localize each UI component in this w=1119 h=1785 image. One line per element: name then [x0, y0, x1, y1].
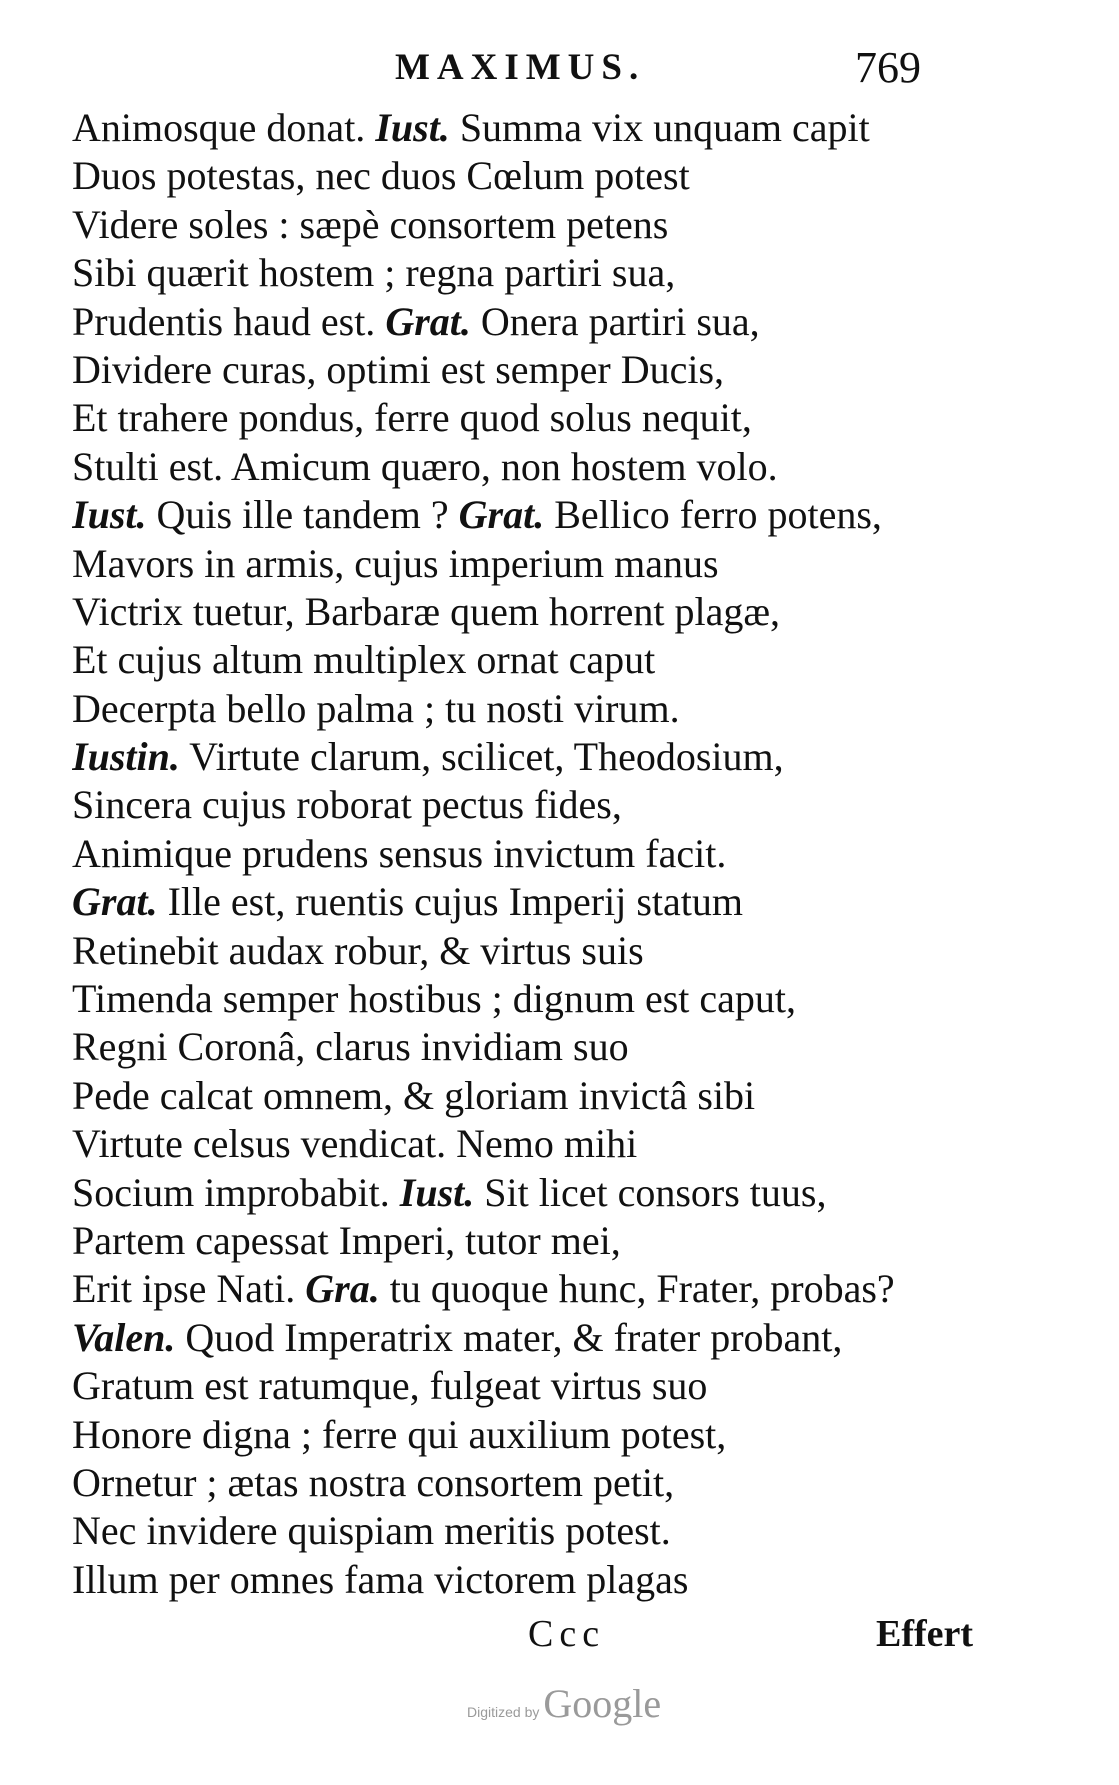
verse-segment: Nec invidere quispiam meritis potest.: [72, 1508, 671, 1554]
verse-line: [72, 975, 1012, 1023]
digitized-prefix: Digitized by: [467, 1704, 540, 1720]
verse-segment: Pede calcat omnem, & gloriam invictâ sibi: [72, 1072, 756, 1118]
verse-line: [72, 636, 1012, 684]
verse-line: [72, 830, 1012, 878]
speaker-label: Iustin.: [72, 734, 180, 780]
verse-line: [72, 1459, 1012, 1507]
verse-line: [72, 491, 1012, 539]
verse-segment: Ille est, ruentis cujus Imperij statum: [157, 879, 744, 925]
signature-mark: Ccc: [528, 1613, 606, 1655]
verse-line: [72, 346, 1012, 394]
verse-segment: Onera partiri sua,: [470, 298, 760, 344]
catchword: Effert: [876, 1613, 974, 1655]
speaker-label: Grat.: [72, 879, 158, 925]
verse-segment: Summa vix unquam capit: [449, 105, 870, 150]
verse-segment: Victrix tuetur, Barbaræ quem horrent plagæ,: [72, 588, 781, 634]
verse-segment: Timenda semper hostibus ; dignum est caput,: [72, 976, 797, 1022]
page-number: 769: [855, 43, 921, 92]
verse-segment: Animosque donat.: [72, 105, 376, 150]
verse-line: [72, 1314, 1012, 1362]
verse-line: [72, 878, 1012, 926]
verse-line: [72, 201, 1012, 249]
verse-line: [72, 927, 1012, 975]
verse-line: [72, 1362, 1012, 1410]
verse-segment: Virtute celsus vendicat. Nemo mihi: [72, 1121, 638, 1167]
verse-line: [72, 1072, 1012, 1120]
verse-line: [72, 1169, 1012, 1217]
verse-segment: Socium improbabit.: [72, 1169, 400, 1215]
verse-segment: Videre soles : sæpè consortem petens: [72, 201, 669, 247]
verse-line: [72, 443, 1012, 491]
verse-line: [72, 685, 1012, 733]
speaker-label: Grat.: [458, 492, 545, 538]
speaker-label: Iust.: [72, 492, 147, 538]
verse-segment: Dividere curas, optimi est semper Ducis,: [72, 346, 725, 392]
verse-line: [72, 394, 1012, 442]
verse-line: [72, 1120, 1012, 1168]
speaker-label: Gra.: [305, 1266, 380, 1312]
verse-segment: Erit ipse Nati.: [72, 1266, 306, 1312]
verse-line: [72, 540, 1012, 588]
verse-segment: Animique prudens sensus invictum facit.: [72, 830, 727, 876]
verse-segment: Sincera cujus roborat pectus fides,: [72, 782, 622, 828]
verse-segment: Et cujus altum multiplex ornat caput: [72, 637, 656, 683]
verse-line: [72, 1507, 1012, 1555]
digitized-watermark: [467, 1680, 661, 1727]
verse-segment: Mavors in armis, cujus imperium manus: [72, 540, 719, 586]
verse-segment: Prudentis haud est.: [72, 298, 386, 344]
verse-segment: Quod Imperatrix mater, & frater probant,: [175, 1314, 843, 1360]
verse-line: [72, 588, 1012, 636]
verse-segment: Bellico ferro potens,: [544, 492, 882, 538]
verse-line: [72, 781, 1012, 829]
verse-segment: Duos potestas, nec duos Cœlum potest: [72, 153, 690, 199]
verse-segment: Stulti est. Amicum quæro, non hostem volo.: [72, 443, 778, 489]
verse-segment: Decerpta bello palma ; tu nosti virum.: [72, 685, 680, 731]
verse-segment: Sit licet consors tuus,: [474, 1169, 827, 1215]
speaker-label: Iust.: [399, 1169, 475, 1215]
speaker-label: Valen.: [72, 1314, 176, 1360]
verse-line: [72, 1411, 1012, 1459]
verse-segment: Honore digna ; ferre qui auxilium potest,: [72, 1411, 727, 1457]
verse-line: [72, 1023, 1012, 1071]
verse-segment: Partem capessat Imperi, tutor mei,: [72, 1217, 621, 1263]
verse-line: [72, 249, 1012, 297]
running-head: MAXIMUS.: [395, 47, 646, 88]
verse-segment: Sibi quærit hostem ; regna partiri sua,: [72, 250, 676, 296]
verse-line: [72, 733, 1012, 781]
verse-line: [72, 104, 1012, 152]
verse-segment: Gratum est ratumque, fulgeat virtus suo: [72, 1363, 708, 1409]
speaker-label: Grat.: [385, 298, 471, 344]
verse-line: [72, 1556, 1012, 1604]
verse-segment: tu quoque hunc, Frater, probas?: [379, 1266, 895, 1312]
speaker-label: Iust.: [375, 105, 450, 150]
verse-segment: Regni Coronâ, clarus invidiam suo: [72, 1024, 629, 1070]
verse-line: [72, 1217, 1012, 1265]
google-logo: Google: [543, 1681, 662, 1726]
page-footer: [0, 1612, 1119, 1662]
verse-line: [72, 1265, 1012, 1313]
verse-line: [72, 298, 1012, 346]
verse-segment: Et trahere pondus, ferre quod solus nequit,: [72, 395, 752, 441]
page-header: [0, 40, 1119, 100]
verse-segment: Ornetur ; ætas nostra consortem petit,: [72, 1459, 675, 1505]
verse-segment: Illum per omnes fama victorem plagas: [72, 1556, 689, 1602]
verse-segment: Virtute clarum, scilicet, Theodosium,: [179, 734, 784, 780]
verse-text: [72, 104, 1012, 1604]
verse-line: [72, 152, 1012, 200]
verse-segment: Retinebit audax robur, & virtus suis: [72, 927, 644, 973]
verse-segment: Quis ille tandem ?: [146, 492, 459, 538]
